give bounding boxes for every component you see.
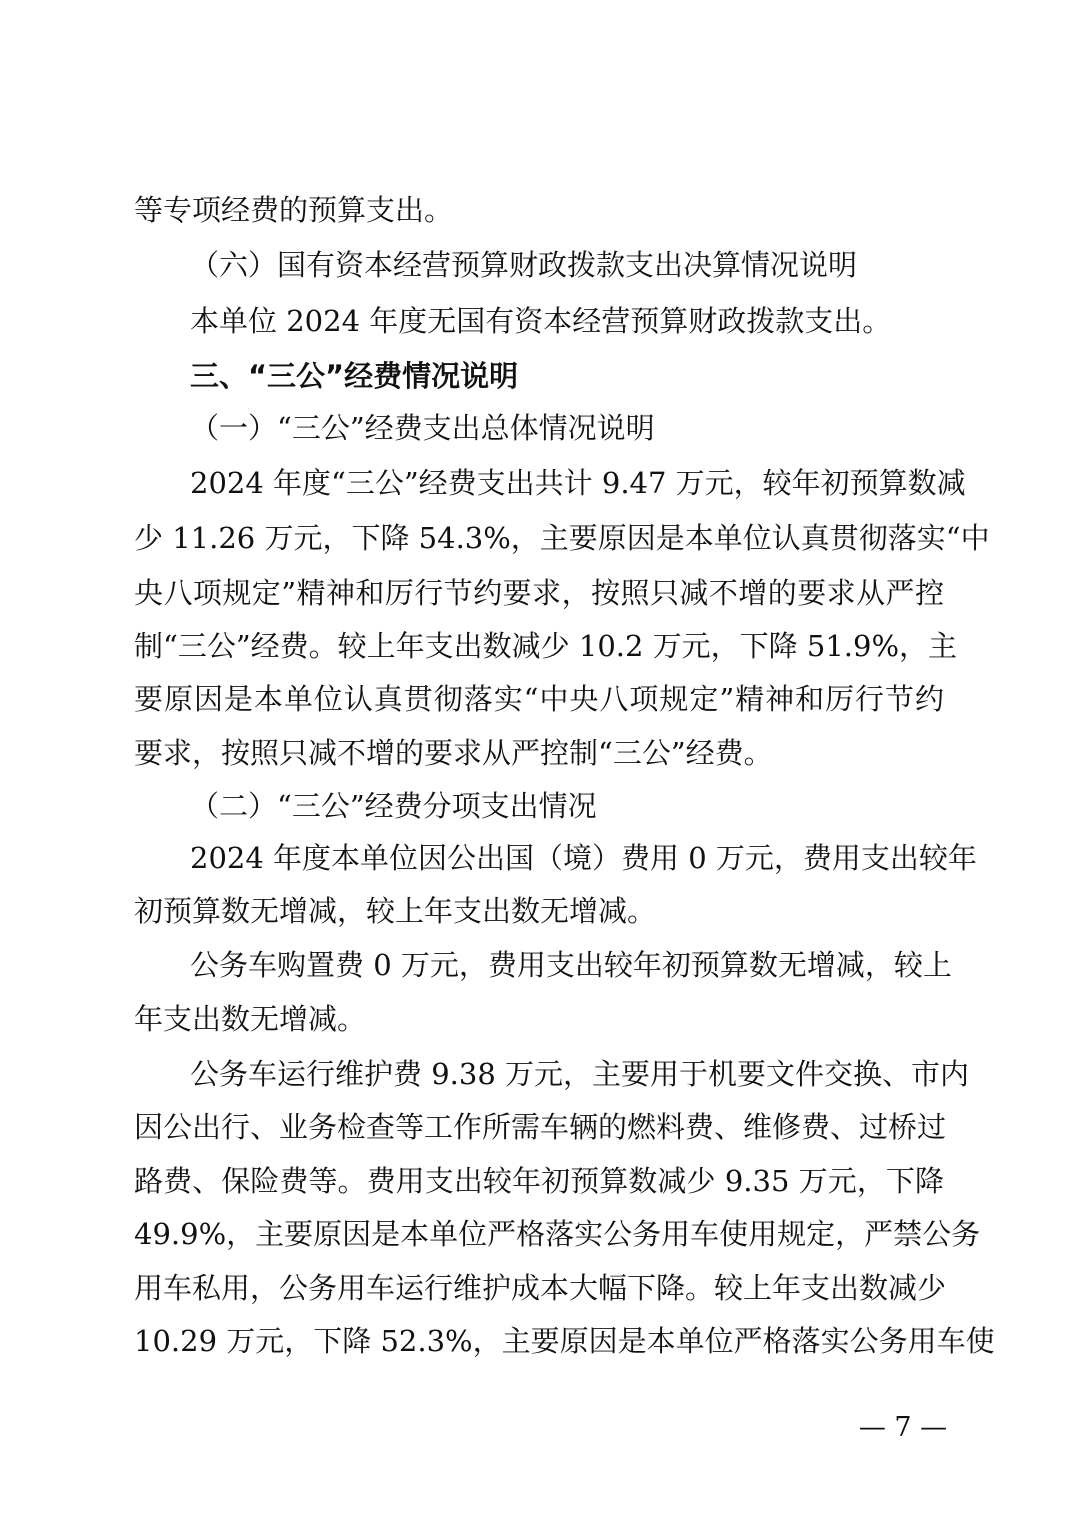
paragraph-line: 2024 年度本单位因公出国（境）费用 0 万元，费用支出较年 [190, 841, 977, 875]
paragraph-line: 公务车购置费 0 万元，费用支出较年初预算数无增减，较上 [190, 948, 952, 982]
paragraph-line: 49.9%，主要原因是本单位严格落实公务用车使用规定，严禁公务 [134, 1217, 981, 1251]
chapter-heading-3: 三、“三公”经费情况说明 [190, 359, 519, 393]
paragraph-line: 初预算数无增减，较上年支出数无增减。 [134, 894, 657, 928]
section-heading-1: （一）“三公”经费支出总体情况说明 [190, 411, 655, 445]
paragraph-line: 2024 年度“三公”经费支出共计 9.47 万元，较年初预算数减 [190, 466, 966, 500]
section-heading-2: （二）“三公”经费分项支出情况 [190, 789, 597, 823]
paragraph-line: 10.29 万元，下降 52.3%，主要原因是本单位严格落实公务用车使 [134, 1324, 995, 1358]
paragraph-line: 央八项规定”精神和厉行节约要求，按照只减不增的要求从严控 [134, 576, 944, 610]
paragraph-line: 年支出数无增减。 [134, 1002, 367, 1036]
paragraph-line: 要原因是本单位认真贯彻落实“中央八项规定”精神和厉行节约 [134, 682, 944, 716]
paragraph-line: 等专项经费的预算支出。 [134, 193, 454, 227]
paragraph-line: 路费、保险费等。费用支出较年初预算数减少 9.35 万元，下降 [134, 1164, 944, 1198]
paragraph-line: 本单位 2024 年度无国有资本经营预算财政拨款支出。 [190, 304, 892, 338]
section-heading-6: （六）国有资本经营预算财政拨款支出决算情况说明 [190, 248, 858, 282]
paragraph-line: 用车私用，公务用车运行维护成本大幅下降。较上年支出数减少 [134, 1271, 947, 1305]
paragraph-line: 公务车运行维护费 9.38 万元，主要用于机要文件交换、市内 [190, 1057, 970, 1091]
paragraph-line: 要求，按照只减不增的要求从严控制“三公”经费。 [134, 736, 773, 770]
page-number: — 7 — [858, 1412, 948, 1443]
paragraph-line: 因公出行、业务检查等工作所需车辆的燃料费、维修费、过桥过 [134, 1110, 947, 1144]
paragraph-line: 制“三公”经费。较上年支出数减少 10.2 万元，下降 51.9%，主 [134, 629, 958, 663]
paragraph-line: 少 11.26 万元，下降 54.3%，主要原因是本单位认真贯彻落实“中 [134, 521, 990, 555]
